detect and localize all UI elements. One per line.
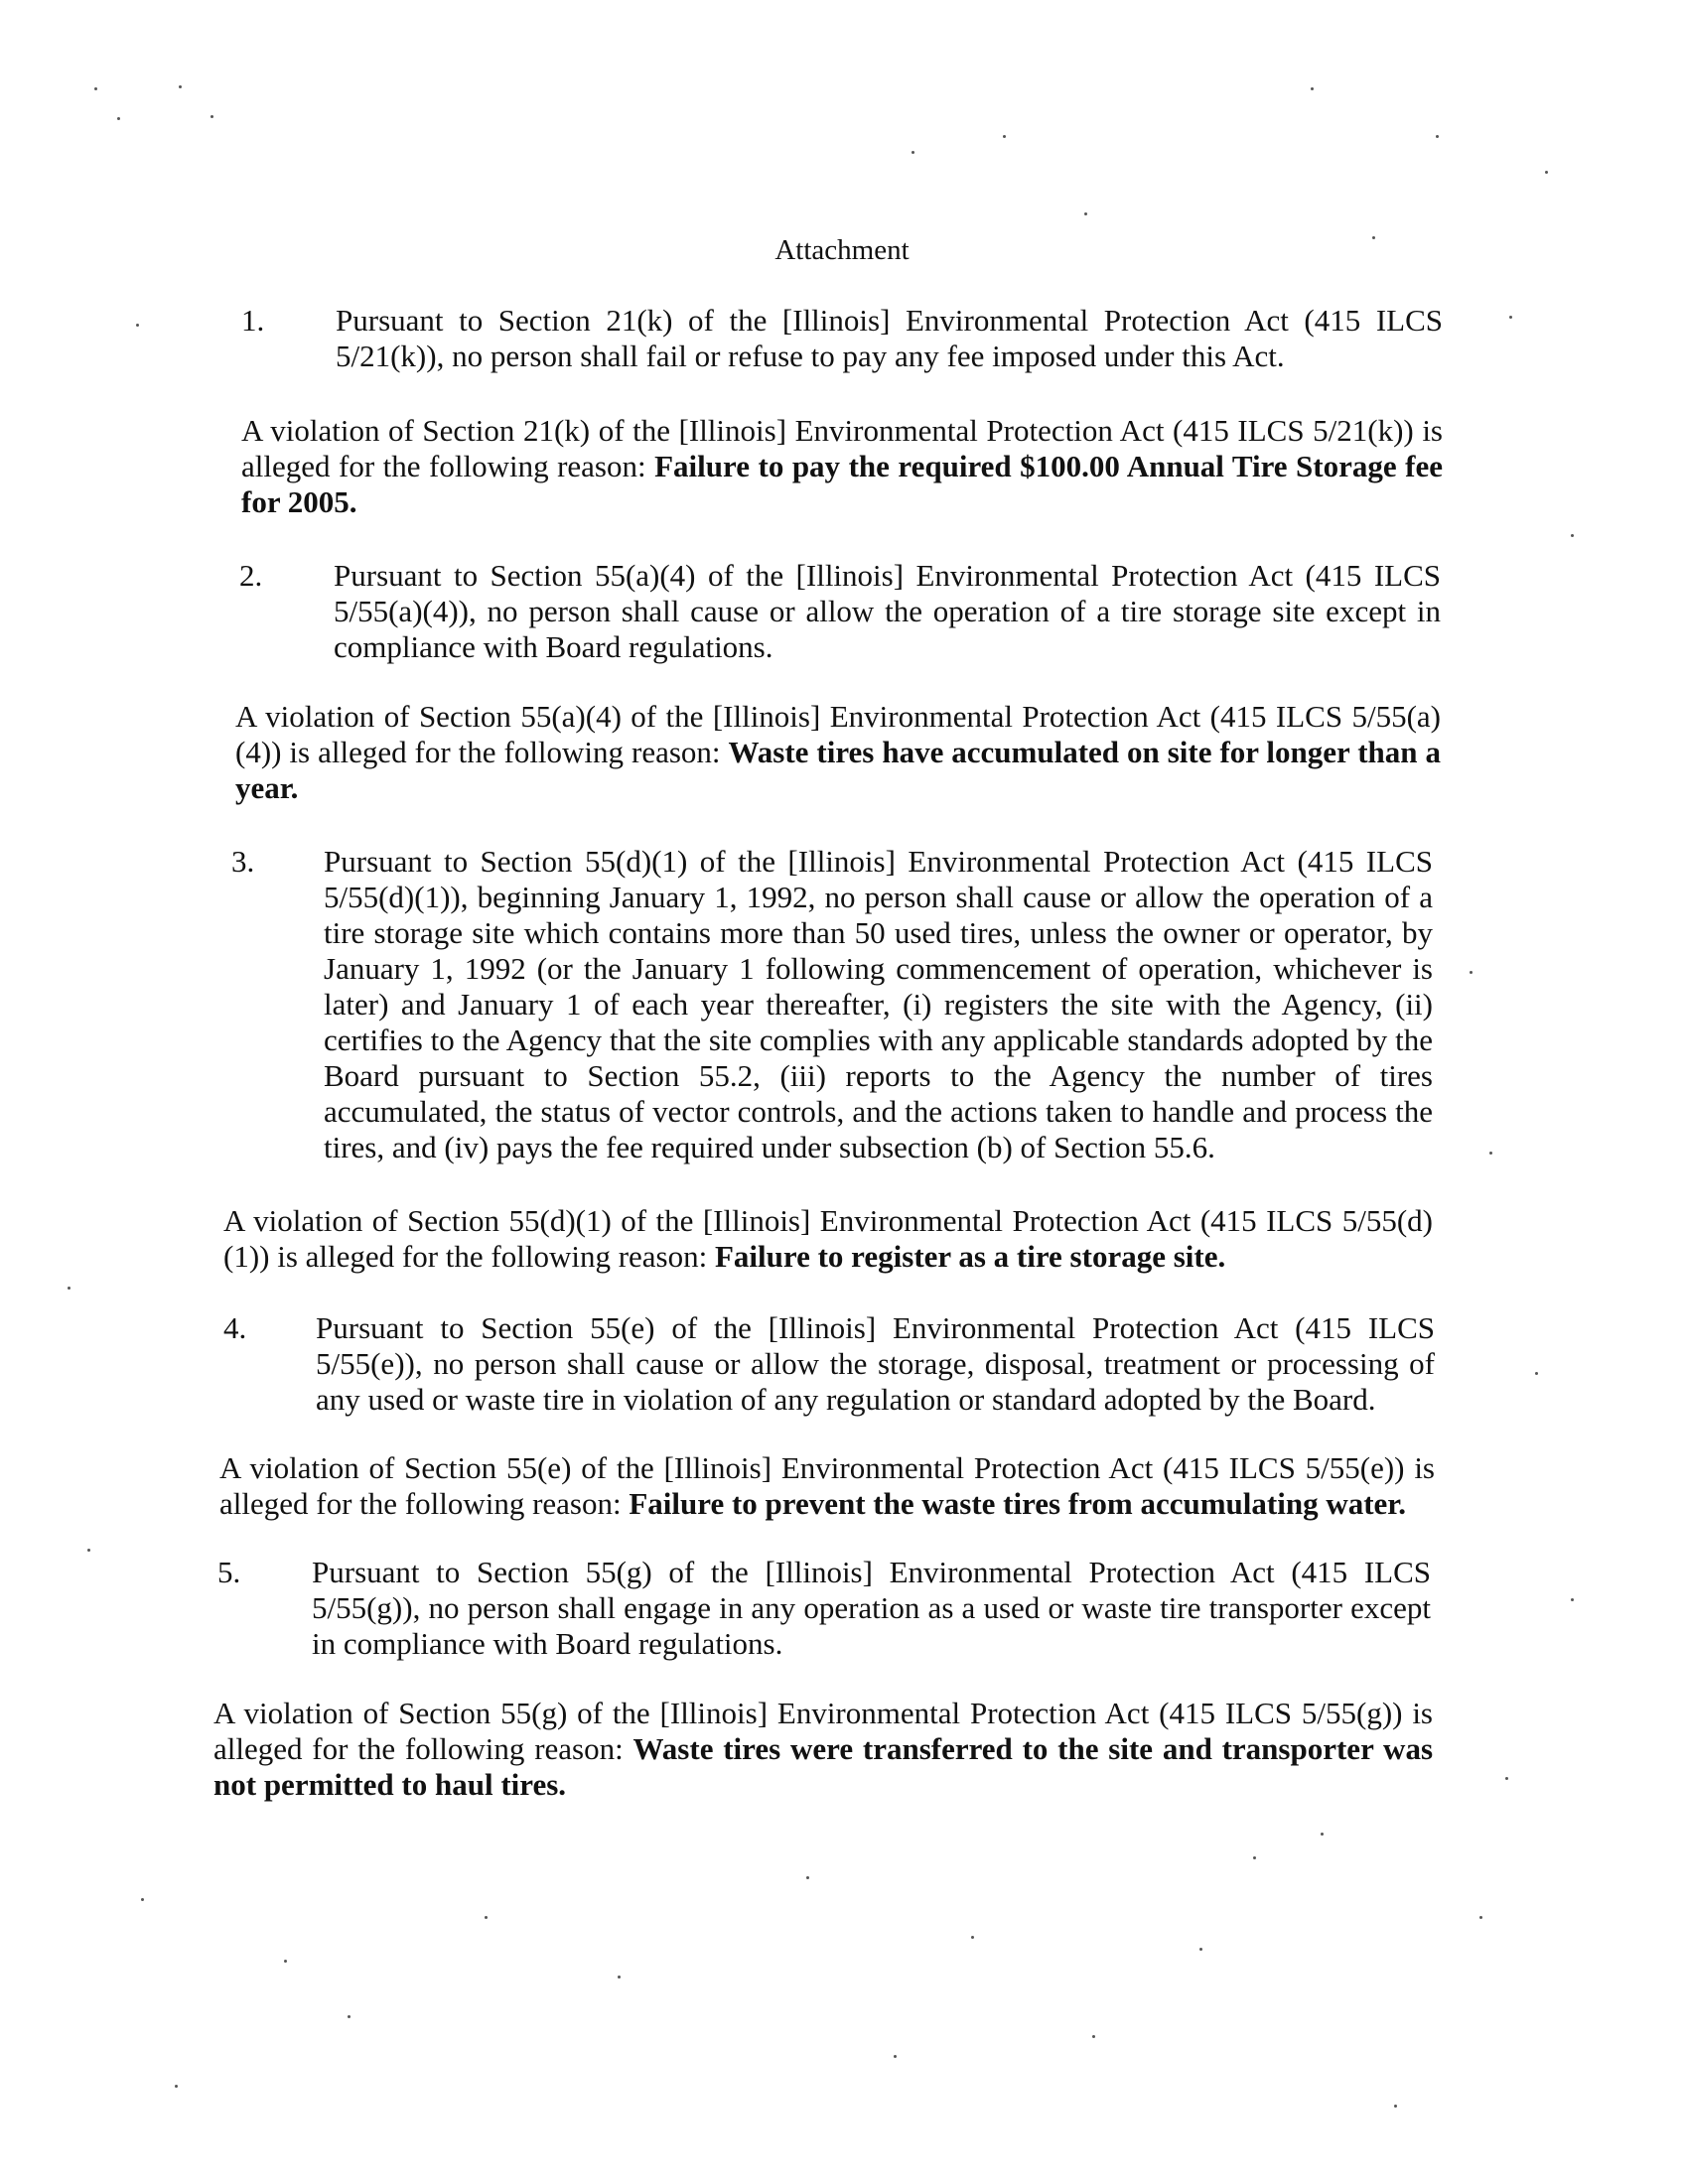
scan-speck	[806, 1876, 809, 1879]
scan-speck	[1321, 1833, 1324, 1836]
scan-speck	[1199, 1948, 1202, 1951]
violation-reason: Waste tires have accumulated on site for longer than a year.	[235, 735, 1441, 805]
scan-speck	[348, 2015, 351, 2018]
violation-paragraph-3	[223, 1203, 1433, 1275]
scan-speck	[1489, 1152, 1492, 1155]
violation-paragraph-1	[241, 413, 1443, 520]
scan-speck	[1084, 212, 1087, 215]
statute-text: Pursuant to Section 55(d)(1) of the [Illinois] Environmental Protection Act (415 ILCS 5/55(d)(1)), beginning January 1, 1992, no person shall cause or allow the operation of a tire storage site which contains more than 50 used tires, unless the owner or operator, by January 1, 1992 (or the January 1 following commencement of operation, whichever is later) and January 1 of each year thereafter, (i) registers the site with the Agency, (ii) certifies to the Agency that the site complies with any applicable standards adopted by the Board pursuant to Section 55.2, (iii) reports to the Agency the number of tires accumulated, the status of vector controls, and the actions taken to handle and process the tires, and (iv) pays the fee required under subsection (b) of Section 55.6.	[324, 844, 1433, 1164]
scan-speck	[1505, 1777, 1508, 1780]
scan-speck	[1436, 135, 1439, 138]
scan-speck	[894, 2055, 897, 2058]
scan-speck	[485, 1916, 488, 1919]
scan-speck	[94, 87, 97, 90]
scan-speck	[618, 1976, 621, 1979]
item-number: 2.	[239, 558, 263, 593]
violation-reason: Waste tires were transferred to the site and transporter was not permitted to haul tires.	[213, 1731, 1434, 1802]
violation-paragraph-5	[213, 1696, 1433, 1803]
statute-text: Pursuant to Section 21(k) of the [Illinois] Environmental Protection Act (415 ILCS 5/21(k)), no person shall fail or refuse to pay any fee imposed under this Act.	[336, 303, 1443, 373]
violation-reason: Failure to prevent the waste tires from accumulating water.	[629, 1486, 1406, 1521]
statute-text: Pursuant to Section 55(g) of the [Illinois] Environmental Protection Act (415 ILCS 5/55(g)), no person shall engage in any operation as a used or waste tire transporter except in compliance with Board regulations.	[312, 1555, 1431, 1661]
violation-paragraph-2	[235, 699, 1441, 806]
scan-speck	[1545, 171, 1548, 174]
scan-speck	[912, 151, 914, 154]
statute-text: Pursuant to Section 55(e) of the [Illinois] Environmental Protection Act (415 ILCS 5/55(e)), no person shall cause or allow the storage, disposal, treatment or processing of any used or waste tire in violation of any regulation or standard adopted by the Board.	[316, 1310, 1435, 1417]
violation-reason: Failure to pay the required $100.00 Annual Tire Storage fee for 2005.	[241, 449, 1443, 519]
scan-speck	[87, 1549, 90, 1552]
statute-text: Pursuant to Section 55(a)(4) of the [Illinois] Environmental Protection Act (415 ILCS 5/55(a)(4)), no person shall cause or allow the operation of a tire storage site except in compliance with Board regulations.	[334, 558, 1441, 664]
violation-text: A violation of Section 55(g) of the [Illinois] Environmental Protection Act (415 ILCS 5/55(g)) is alleged for the following reason:	[213, 1696, 1433, 1766]
item-number: 3.	[231, 844, 255, 879]
scan-speck	[179, 85, 182, 88]
document-title: Attachment	[774, 234, 910, 266]
violation-paragraph-4	[219, 1450, 1435, 1522]
scan-speck	[141, 1898, 144, 1901]
scan-speck	[68, 1287, 70, 1290]
scan-speck	[175, 2085, 178, 2088]
violation-text: A violation of Section 55(e) of the [Illinois] Environmental Protection Act (415 ILCS 5/55(e)) is alleged for the following reason:	[219, 1450, 1435, 1521]
violation-text: A violation of Section 55(a)(4) of the [Illinois] Environmental Protection Act (415 ILCS 5/55(a)(4)) is alleged for the following reason:	[235, 699, 1441, 769]
scan-speck	[1394, 2105, 1397, 2108]
scan-speck	[1470, 971, 1473, 974]
scan-speck	[1535, 1372, 1538, 1375]
scan-speck	[117, 117, 120, 120]
violation-text: A violation of Section 55(d)(1) of the [Illinois] Environmental Protection Act (415 ILCS 5/55(d)(1)) is alleged for the following reason:	[223, 1203, 1433, 1274]
scan-speck	[284, 1960, 287, 1963]
scan-speck	[1253, 1856, 1256, 1859]
violation-reason: Failure to register as a tire storage site.	[715, 1239, 1226, 1274]
scan-speck	[1479, 1916, 1482, 1919]
scan-speck	[1372, 236, 1375, 239]
scan-speck	[1311, 87, 1314, 90]
scan-speck	[1571, 534, 1574, 537]
item-number: 1.	[241, 303, 265, 338]
scan-speck	[136, 324, 139, 327]
scan-speck	[971, 1936, 974, 1939]
scan-speck	[1092, 2035, 1095, 2038]
item-number: 5.	[217, 1555, 241, 1589]
item-number: 4.	[223, 1310, 247, 1345]
violation-text: A violation of Section 21(k) of the [Illinois] Environmental Protection Act (415 ILCS 5/21(k)) is alleged for the following reason:	[241, 413, 1443, 483]
scan-speck	[1003, 135, 1006, 138]
scan-speck	[1571, 1598, 1574, 1601]
scan-speck	[1509, 316, 1512, 319]
scan-speck	[210, 115, 213, 118]
